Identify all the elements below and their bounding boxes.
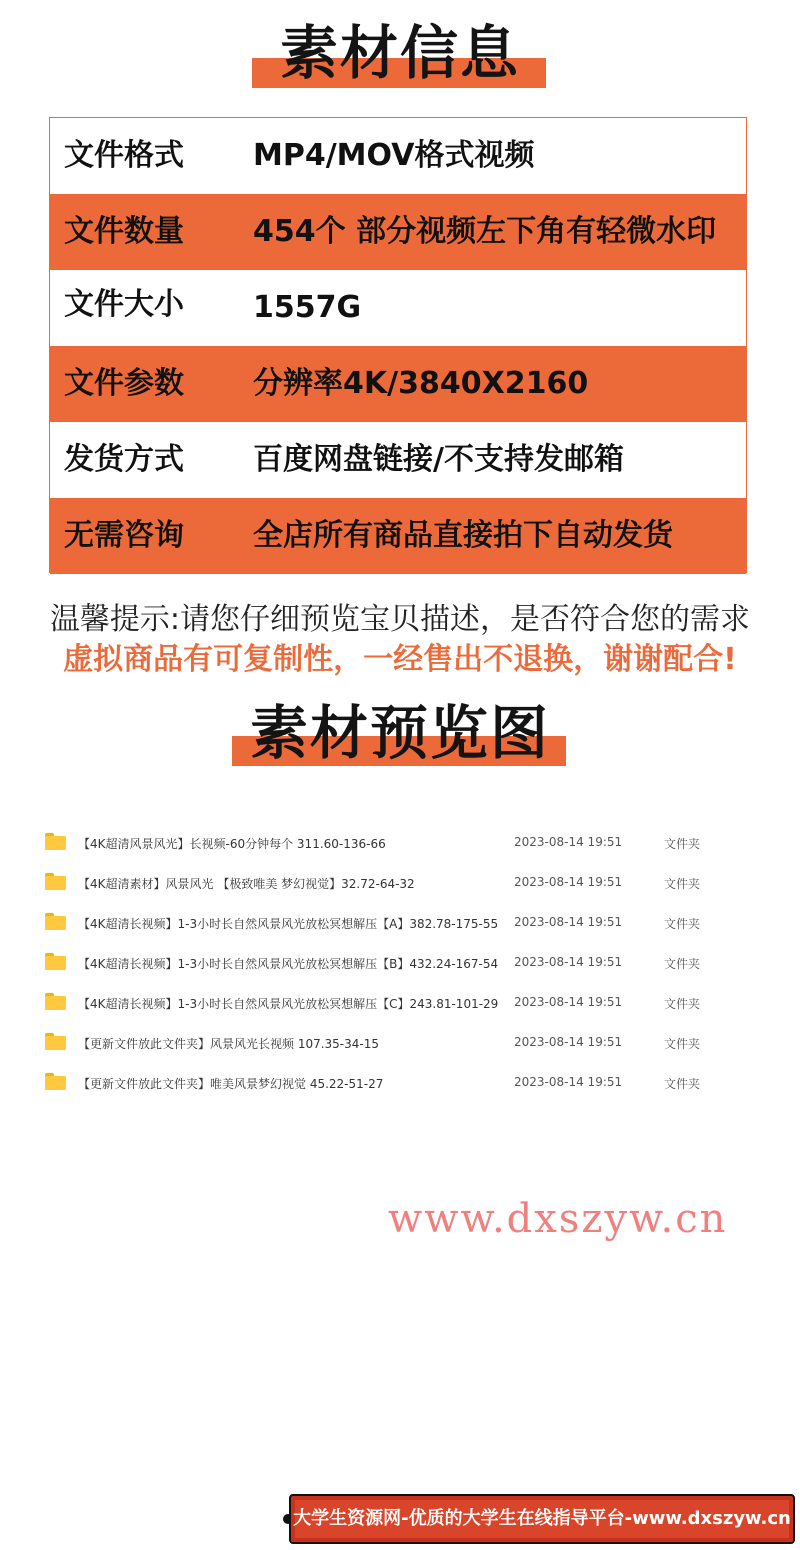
- file-type: 文件夹: [664, 1037, 701, 1051]
- folder-icon: [45, 953, 66, 970]
- file-date: 2023-08-14 19:51: [514, 835, 623, 849]
- file-type: 文件夹: [664, 997, 701, 1011]
- info-table: [49, 117, 747, 573]
- info-value: 1557G: [253, 290, 362, 325]
- footer-text: 大学生资源网-优质的大学生在线指导平台-www.dxszyw.cn: [293, 1508, 791, 1529]
- file-date: 2023-08-14 19:51: [514, 915, 623, 929]
- folder-icon: [45, 833, 66, 850]
- file-name: 【更新文件放此文件夹】风景风光长视频 107.35-34-15: [78, 1037, 380, 1051]
- file-name: 【4K超清风景风光】长视频-60分钟每个 311.60-136-66: [78, 837, 386, 851]
- file-name: 【4K超清素材】风景风光 【极致唯美 梦幻视觉】32.72-64-32: [78, 877, 415, 891]
- file-name: 【4K超清长视频】1-3小时长自然风景风光放松冥想解压【B】432.24-167-54: [78, 957, 499, 971]
- file-date: 2023-08-14 19:51: [514, 875, 623, 889]
- folder-icon: [45, 1073, 66, 1090]
- file-date: 2023-08-14 19:51: [514, 995, 623, 1009]
- file-type: 文件夹: [664, 837, 701, 851]
- file-name: 【更新文件放此文件夹】唯美风景梦幻视觉 45.22-51-27: [78, 1077, 384, 1091]
- file-row[interactable]: [0, 862, 800, 902]
- file-row[interactable]: [0, 982, 800, 1022]
- info-row-no-consult: [50, 498, 746, 574]
- file-row[interactable]: [0, 822, 800, 862]
- notice-tip: 温馨提示:请您仔细预览宝贝描述，是否符合您的需求: [49, 602, 751, 637]
- file-date: 2023-08-14 19:51: [514, 955, 623, 969]
- info-label: 无需咨询: [64, 518, 184, 553]
- info-section-title: [0, 18, 800, 98]
- info-label: 文件格式: [64, 138, 184, 173]
- info-value: 全店所有商品直接拍下自动发货: [253, 518, 673, 553]
- info-row-size: [50, 270, 746, 346]
- watermark-url: www.dxszyw.cn: [388, 1196, 728, 1242]
- info-value: 分辨率4K/3840X2160: [253, 366, 589, 401]
- info-row-count: [50, 194, 746, 270]
- file-date: 2023-08-14 19:51: [514, 1075, 623, 1089]
- footer-banner: [289, 1494, 795, 1544]
- info-value: 百度网盘链接/不支持发邮箱: [253, 442, 624, 477]
- info-label: 发货方式: [64, 442, 184, 477]
- info-label: 文件数量: [64, 214, 184, 249]
- info-value: 454个 部分视频左下角有轻微水印: [253, 214, 717, 249]
- info-row-format: [50, 118, 746, 194]
- file-name: 【4K超清长视频】1-3小时长自然风景风光放松冥想解压【C】243.81-101-29: [78, 997, 499, 1011]
- file-row[interactable]: [0, 1062, 800, 1102]
- notice-warning: 虚拟商品有可复制性，一经售出不退换，谢谢配合!: [63, 642, 737, 677]
- folder-icon: [45, 1033, 66, 1050]
- preview-section-title: [0, 698, 800, 778]
- file-date: 2023-08-14 19:51: [514, 1035, 623, 1049]
- file-row[interactable]: [0, 1022, 800, 1062]
- file-type: 文件夹: [664, 957, 701, 971]
- file-type: 文件夹: [664, 917, 701, 931]
- folder-icon: [45, 873, 66, 890]
- folder-icon: [45, 993, 66, 1010]
- info-value: MP4/MOV格式视频: [253, 138, 535, 173]
- folder-icon: [45, 913, 66, 930]
- file-name: 【4K超清长视频】1-3小时长自然风景风光放松冥想解压【A】382.78-175-55: [78, 917, 499, 931]
- preview-title-text: 素材预览图: [249, 699, 550, 767]
- file-row[interactable]: [0, 902, 800, 942]
- info-title-text: 素材信息: [279, 19, 520, 87]
- file-type: 文件夹: [664, 1077, 701, 1091]
- info-row-delivery: [50, 422, 746, 498]
- file-row[interactable]: [0, 942, 800, 982]
- file-type: 文件夹: [664, 877, 701, 891]
- info-row-params: [50, 346, 746, 422]
- info-label: 文件参数: [64, 366, 184, 401]
- info-label: 文件大小: [64, 287, 184, 322]
